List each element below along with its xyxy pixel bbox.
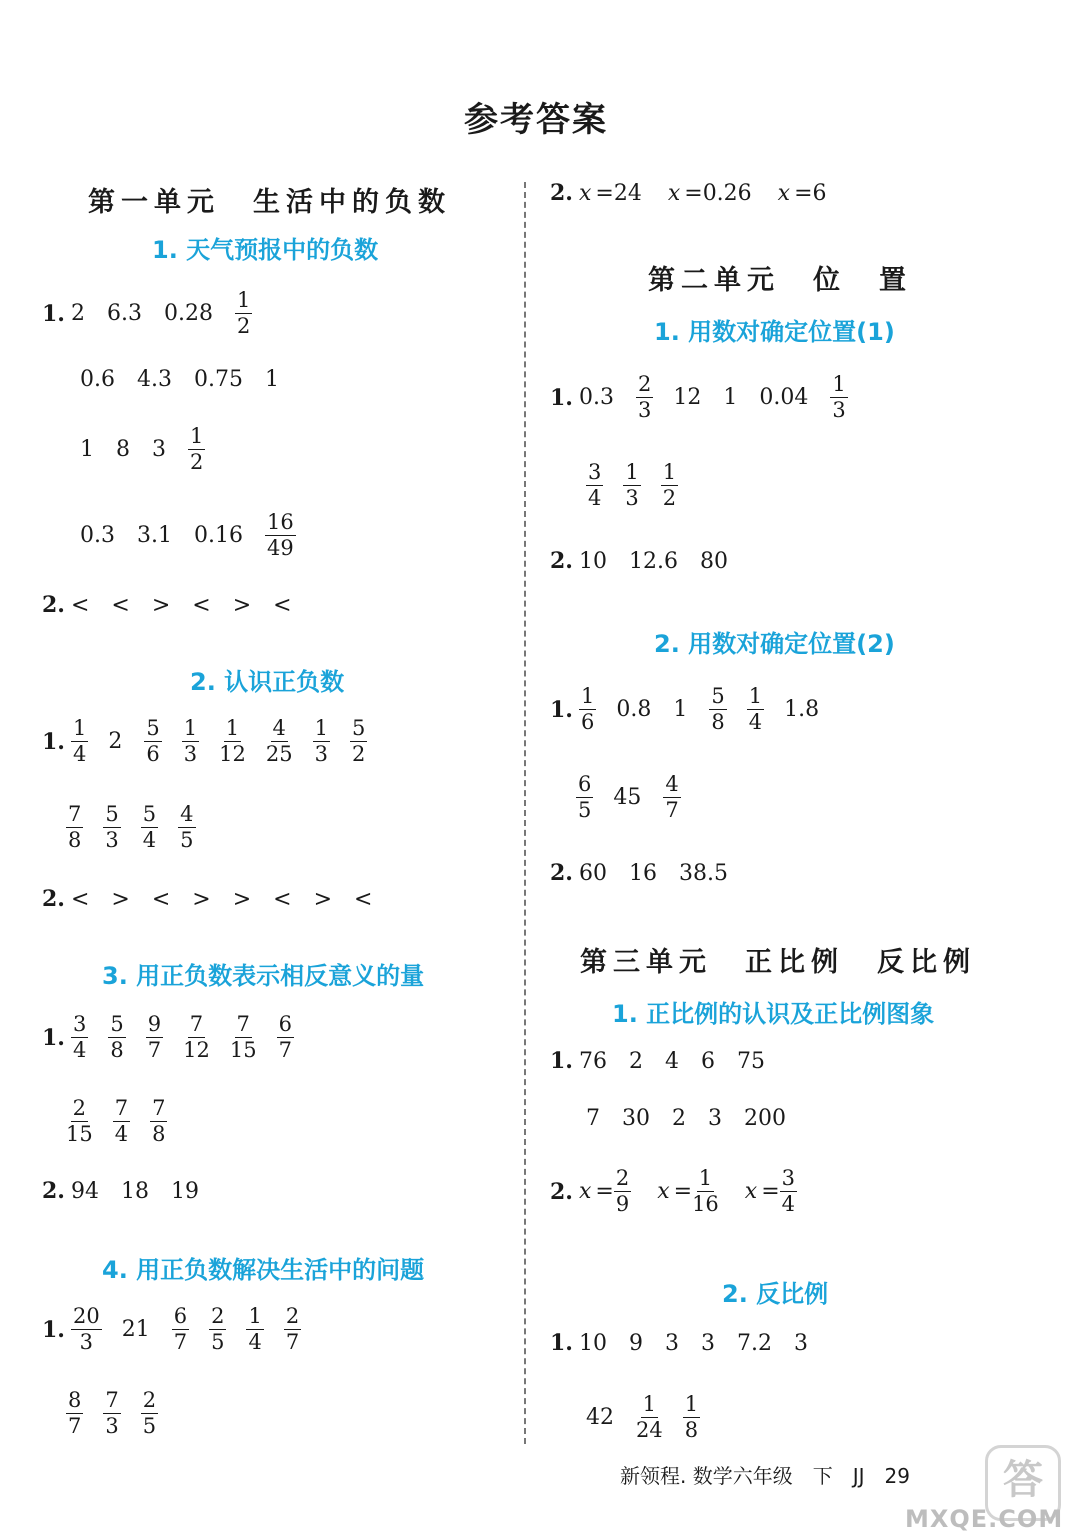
numerator: 2 <box>72 1096 87 1120</box>
fraction <box>146 1012 163 1063</box>
section-title: 1. 用数对确定位置(1) <box>654 318 895 346</box>
fraction <box>144 716 161 767</box>
answer-value: 10 <box>578 548 607 574</box>
equation-value: 0.26 <box>702 180 752 206</box>
numerator: 2 <box>637 372 652 396</box>
denominator: 3 <box>79 1330 94 1354</box>
answer-value: < <box>70 886 90 912</box>
answer-line <box>80 510 316 561</box>
numerator: 1 <box>832 372 846 396</box>
watermark-logo: 答 <box>985 1445 1061 1521</box>
fraction <box>277 1012 294 1063</box>
denominator: 3 <box>832 398 846 422</box>
equation <box>579 181 642 206</box>
answer-line <box>42 288 272 339</box>
answer-value: 3.1 <box>137 523 172 548</box>
denominator: 16 <box>692 1192 719 1216</box>
answer-value: 45 <box>613 785 642 810</box>
answer-line <box>550 548 750 574</box>
numerator: 1 <box>698 1166 713 1190</box>
answer-value: 6 <box>700 1048 715 1074</box>
denominator: 5 <box>211 1330 225 1354</box>
question-number: 2. <box>550 860 573 886</box>
answer-value: < <box>273 592 292 618</box>
denominator: 15 <box>66 1122 93 1146</box>
section-title: 1. 天气预报中的负数 <box>152 236 379 264</box>
denominator: 7 <box>278 1038 292 1062</box>
numerator: 2 <box>142 1388 157 1412</box>
denominator: 2 <box>662 486 677 510</box>
answer-value: 38.5 <box>678 860 728 886</box>
section-title: 4. 用正负数解决生活中的问题 <box>102 1256 425 1284</box>
fraction <box>350 716 367 767</box>
answer-value: 4 <box>664 1048 679 1074</box>
unit-2-title: 第二单元 位 置 <box>648 265 912 296</box>
fraction <box>579 684 596 735</box>
denominator: 5 <box>578 798 592 822</box>
fraction <box>182 716 199 767</box>
unit-1-title: 第一单元 生活中的负数 <box>88 187 451 218</box>
fraction <box>178 802 195 853</box>
equals-sign: = <box>794 180 813 206</box>
denominator: 4 <box>72 742 87 766</box>
answer-value: 18 <box>120 1178 149 1204</box>
denominator: 3 <box>183 742 198 766</box>
answer-line <box>550 684 841 735</box>
numerator: 4 <box>180 802 194 826</box>
answer-value: 2 <box>628 1048 643 1074</box>
answer-line <box>550 372 868 423</box>
denominator: 25 <box>265 742 293 766</box>
answer-line <box>586 1106 808 1131</box>
numerator: 2 <box>615 1166 630 1190</box>
page-title: 参考答案 <box>464 100 608 140</box>
equation-value: 24 <box>613 180 642 206</box>
denominator: 6 <box>580 710 595 734</box>
answer-value: 0.8 <box>616 697 652 722</box>
numerator: 4 <box>272 716 286 740</box>
answer-value: 3 <box>708 1106 722 1131</box>
answer-value: 3 <box>700 1330 715 1356</box>
variable: x <box>667 180 681 206</box>
answer-value: 10 <box>578 1330 607 1356</box>
equation <box>745 1166 797 1217</box>
fraction <box>661 460 678 511</box>
denominator: 12 <box>183 1038 210 1062</box>
fraction <box>636 1392 663 1443</box>
answer-line <box>550 180 853 206</box>
numerator: 16 <box>266 510 294 534</box>
answer-line <box>586 1392 720 1443</box>
answer-value: 12 <box>673 385 702 410</box>
answer-value: > <box>232 592 252 618</box>
denominator: 8 <box>684 1418 699 1442</box>
numerator: 1 <box>642 1392 657 1416</box>
denominator: 12 <box>219 742 246 766</box>
numerator: 1 <box>748 684 763 708</box>
answer-value: 76 <box>578 1048 607 1074</box>
numerator: 1 <box>684 1392 699 1416</box>
numerator: 6 <box>278 1012 292 1036</box>
answer-line <box>42 716 387 767</box>
answer-value: 30 <box>622 1106 650 1131</box>
answer-value: > <box>232 886 252 912</box>
numerator: 5 <box>711 684 725 708</box>
answer-line <box>42 1304 321 1355</box>
answer-value: > <box>111 886 130 912</box>
fraction <box>266 716 293 767</box>
answer-value: < <box>111 592 130 618</box>
fraction <box>71 716 88 767</box>
answer-value: 19 <box>170 1178 199 1204</box>
numerator: 7 <box>189 1012 204 1036</box>
fraction <box>103 802 120 853</box>
question-number: 1. <box>42 1316 65 1343</box>
answer-value: 0.3 <box>578 385 614 410</box>
question-number: 2. <box>550 548 573 574</box>
fraction <box>576 772 593 823</box>
denominator: 4 <box>781 1192 796 1216</box>
numerator: 1 <box>72 716 87 740</box>
answer-line <box>66 1096 187 1147</box>
fraction <box>172 1304 189 1355</box>
answer-line <box>550 1166 823 1217</box>
fraction <box>108 1012 125 1063</box>
denominator: 8 <box>110 1038 124 1062</box>
section-title: 2. 认识正负数 <box>190 668 345 696</box>
question-number: 1. <box>550 384 573 411</box>
fraction <box>246 1304 263 1355</box>
section-title: 2. 反比例 <box>722 1280 829 1308</box>
fraction <box>71 1012 88 1063</box>
numerator: 3 <box>781 1166 796 1190</box>
denominator: 2 <box>351 742 366 766</box>
denominator: 4 <box>248 1330 262 1354</box>
denominator: 4 <box>72 1038 87 1062</box>
answer-value: < <box>70 592 90 618</box>
denominator: 6 <box>146 742 160 766</box>
question-number: 1. <box>550 696 573 723</box>
variable: x <box>578 180 592 206</box>
numerator: 5 <box>110 1012 124 1036</box>
numerator: 5 <box>105 802 119 826</box>
fraction <box>219 716 246 767</box>
answer-value: 12.6 <box>628 548 678 574</box>
denominator: 24 <box>636 1418 663 1442</box>
numerator: 1 <box>248 1304 262 1328</box>
denominator: 9 <box>615 1192 630 1216</box>
question-number: 2. <box>550 180 573 206</box>
denominator: 3 <box>637 398 652 422</box>
answer-value: 0.16 <box>194 523 243 548</box>
watermark-site: MXQE.COM <box>905 1505 1064 1533</box>
answer-value: < <box>151 886 171 912</box>
answer-value: 0.3 <box>80 523 115 548</box>
question-number: 2. <box>42 592 65 618</box>
equals-sign: = <box>595 1179 614 1204</box>
numerator: 7 <box>114 1096 129 1120</box>
answer-value: 7.2 <box>736 1330 772 1356</box>
answer-value: 60 <box>578 860 607 886</box>
answer-value: > <box>151 592 171 618</box>
answer-line <box>80 424 225 475</box>
variable: x <box>578 1179 592 1204</box>
answer-value: 0.28 <box>163 301 213 326</box>
question-number: 1. <box>42 728 65 755</box>
fraction <box>692 1166 719 1217</box>
fraction <box>141 1388 158 1439</box>
denominator: 7 <box>665 798 679 822</box>
denominator: 3 <box>105 828 119 852</box>
answer-line <box>80 367 301 392</box>
numerator: 6 <box>173 1304 188 1328</box>
answer-line <box>550 1048 787 1074</box>
answer-value: 0.6 <box>80 367 115 392</box>
answer-value: > <box>192 886 211 912</box>
equation <box>657 1166 719 1217</box>
answer-line <box>42 592 314 618</box>
answer-value: 8 <box>116 437 130 462</box>
fraction <box>150 1096 167 1147</box>
denominator: 5 <box>142 1414 157 1438</box>
denominator: 5 <box>180 828 194 852</box>
fraction <box>113 1096 130 1147</box>
fraction <box>636 372 653 423</box>
numerator: 3 <box>72 1012 87 1036</box>
numerator: 7 <box>68 802 82 826</box>
denominator: 8 <box>711 710 725 734</box>
answer-line <box>42 1012 314 1063</box>
answer-line <box>550 860 750 886</box>
numerator: 5 <box>351 716 366 740</box>
answer-line <box>576 772 701 823</box>
answer-value: 2 <box>108 729 123 754</box>
numerator: 3 <box>588 460 602 484</box>
answer-line <box>42 886 394 912</box>
fraction <box>103 1388 120 1439</box>
fraction <box>313 716 330 767</box>
section-title: 2. 用数对确定位置(2) <box>654 630 895 658</box>
fraction <box>71 1304 102 1355</box>
numerator: 5 <box>142 802 157 826</box>
question-number: 1. <box>42 1024 65 1051</box>
fraction <box>141 802 158 853</box>
denominator: 7 <box>147 1038 162 1062</box>
answer-value: 2 <box>672 1106 686 1131</box>
answer-line <box>586 460 698 511</box>
numerator: 9 <box>147 1012 162 1036</box>
answer-value: 9 <box>628 1330 643 1356</box>
fraction <box>66 802 83 853</box>
question-number: 1. <box>550 1048 573 1074</box>
answer-value: < <box>273 886 292 912</box>
answer-value: 42 <box>586 1405 614 1430</box>
equation <box>579 1166 631 1217</box>
answer-value: 1 <box>673 697 688 722</box>
fraction <box>623 460 640 511</box>
fraction <box>66 1388 83 1439</box>
numerator: 1 <box>580 684 595 708</box>
denominator: 8 <box>152 1122 166 1146</box>
denominator: 7 <box>173 1330 188 1354</box>
answer-line <box>550 1330 830 1356</box>
fraction <box>230 1012 257 1063</box>
answer-line <box>66 1388 178 1439</box>
fraction <box>663 772 680 823</box>
denominator: 3 <box>105 1414 119 1438</box>
denominator: 4 <box>748 710 763 734</box>
answer-value: 6.3 <box>106 301 142 326</box>
answer-value: 0.04 <box>759 385 809 410</box>
numerator: 1 <box>236 288 251 312</box>
fraction <box>188 424 205 475</box>
fraction <box>284 1304 301 1355</box>
equals-sign: = <box>595 180 614 206</box>
answer-value: 0.75 <box>194 367 243 392</box>
numerator: 1 <box>225 716 240 740</box>
question-number: 2. <box>42 886 65 912</box>
numerator: 5 <box>146 716 160 740</box>
unit-3-title: 第三单元 正比例 反比例 <box>580 947 976 978</box>
numerator: 1 <box>183 716 198 740</box>
answer-value: 3 <box>664 1330 679 1356</box>
question-number: 2. <box>42 1178 65 1204</box>
answer-value: > <box>313 886 333 912</box>
denominator: 4 <box>588 486 602 510</box>
question-number: 1. <box>42 300 65 327</box>
question-number: 1. <box>550 1330 573 1356</box>
numerator: 7 <box>236 1012 250 1036</box>
answer-value: 1 <box>80 437 94 462</box>
question-number: 2. <box>550 1178 573 1205</box>
answer-value: 3 <box>793 1330 808 1356</box>
numerator: 7 <box>152 1096 166 1120</box>
numerator: 8 <box>68 1388 82 1412</box>
answer-value: 21 <box>121 1317 150 1342</box>
answer-value: 80 <box>699 548 728 574</box>
variable: x <box>777 180 791 206</box>
numerator: 1 <box>190 424 204 448</box>
fraction <box>780 1166 797 1217</box>
equation-value: 6 <box>812 180 827 206</box>
fraction <box>183 1012 210 1063</box>
fraction <box>235 288 252 339</box>
answer-value: 94 <box>70 1178 99 1204</box>
fraction <box>747 684 764 735</box>
denominator: 4 <box>142 828 157 852</box>
answer-line <box>42 1178 221 1204</box>
equation <box>778 181 827 206</box>
numerator: 1 <box>662 460 677 484</box>
answer-value: 200 <box>744 1106 786 1131</box>
equals-sign: = <box>673 1179 693 1204</box>
numerator: 1 <box>314 716 328 740</box>
answer-value: < <box>354 886 373 912</box>
denominator: 2 <box>190 450 204 474</box>
answer-value: 1 <box>723 385 738 410</box>
fraction <box>709 684 726 735</box>
fraction <box>586 460 603 511</box>
denominator: 49 <box>266 536 294 560</box>
answer-value: 75 <box>736 1048 765 1074</box>
denominator: 7 <box>285 1330 300 1354</box>
numerator: 7 <box>105 1388 119 1412</box>
fraction <box>265 510 296 561</box>
fraction <box>683 1392 700 1443</box>
answer-value: 4.3 <box>137 367 172 392</box>
denominator: 15 <box>229 1038 257 1062</box>
denominator: 2 <box>236 314 251 338</box>
fraction <box>209 1304 226 1355</box>
answer-value: 16 <box>628 860 657 886</box>
answer-value: 1 <box>264 367 279 392</box>
answer-value: < <box>192 592 211 618</box>
denominator: 7 <box>68 1414 82 1438</box>
page-footer: 新领程. 数学六年级 下 JJ 29 <box>620 1464 910 1488</box>
equals-sign: = <box>761 1179 780 1204</box>
answer-value: 1.8 <box>784 697 820 722</box>
denominator: 3 <box>314 742 328 766</box>
equation <box>668 181 752 206</box>
numerator: 1 <box>625 460 639 484</box>
column-divider <box>524 182 526 1444</box>
numerator: 2 <box>211 1304 225 1328</box>
answer-value: 2 <box>70 301 85 326</box>
answer-value: 7 <box>586 1106 600 1131</box>
numerator: 20 <box>72 1304 100 1328</box>
denominator: 4 <box>114 1122 129 1146</box>
answer-line <box>66 802 216 853</box>
section-title: 3. 用正负数表示相反意义的量 <box>102 962 425 990</box>
variable: x <box>657 1179 670 1204</box>
fraction <box>830 372 847 423</box>
variable: x <box>744 1179 758 1204</box>
numerator: 6 <box>578 772 592 796</box>
equals-sign: = <box>684 180 703 206</box>
numerator: 2 <box>285 1304 300 1328</box>
section-title: 1. 正比例的认识及正比例图象 <box>612 1000 935 1028</box>
denominator: 3 <box>625 486 639 510</box>
answer-value: 3 <box>152 437 166 462</box>
fraction <box>614 1166 631 1217</box>
numerator: 4 <box>665 772 679 796</box>
fraction <box>66 1096 93 1147</box>
denominator: 8 <box>68 828 82 852</box>
